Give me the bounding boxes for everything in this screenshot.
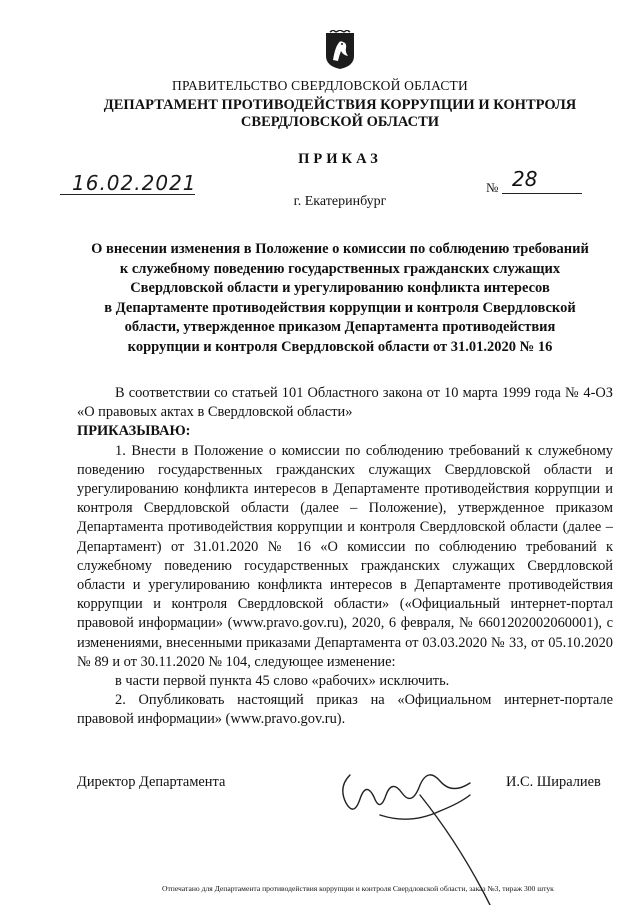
title-line: О внесении изменения в Положение о комиссии по соблюдению требований bbox=[91, 241, 589, 257]
signatory-position: Директор Департамента bbox=[77, 774, 226, 790]
government-name: ПРАВИТЕЛЬСТВО СВЕРДЛОВСКОЙ ОБЛАСТИ bbox=[172, 78, 468, 93]
department-name-line: ДЕПАРТАМЕНТ ПРОТИВОДЕЙСТВИЯ КОРРУПЦИИ И КОНТРОЛЯ bbox=[103, 97, 577, 113]
item-1-sub-paragraph: в части первой пункта 45 слово «рабочих» исключить. bbox=[115, 673, 450, 690]
item-1-paragraph: 1. Внести в Положение о комиссии по соблюдению требований к служебному поведению государственных гражданских служащих Свердловской области и урегулированию конфликта интересов в Департаменте противодействия коррупции и контроля Свердловской области (далее – Положение), утвержденное приказом Департамента противодействия коррупции и контроля Свердловской области (далее – Департамент) от 31.01.2020 № 16 «О комиссии по соблюдению требований к служебному поведению государственных гражданских служащих Свердловской области и урегулированию конфликта интересов в Департаменте противодействия коррупции и контроля Свердловской области» («Официальный интернет-портал правовой информации» (www.pravo.gov.ru), 2020, 6 февраля, № 6601202002060001), с изменениями, внесенными приказами Департамента от 03.03.2020 № 33, от 05.10.2020 № 89 и от 30.11.2020 № 104, следующее изменение: bbox=[77, 442, 613, 670]
city: г. Екатеринбург bbox=[293, 194, 387, 209]
order-date: 16.02.2021 bbox=[72, 171, 197, 195]
document-type: ПРИКАЗ bbox=[298, 151, 382, 167]
signatory-name: И.С. Ширалиев bbox=[506, 774, 601, 790]
title-line: коррупции и контроля Свердловской области от 31.01.2020 № 16 bbox=[127, 338, 553, 355]
coat-of-arms-icon bbox=[324, 30, 356, 70]
title-line: Свердловской области и урегулированию конфликта интересов bbox=[130, 280, 550, 296]
title-line: к служебному поведению государственных гражданских служащих bbox=[119, 260, 561, 277]
order-title bbox=[60, 240, 620, 357]
title-line: области, утвержденное приказом Департамента противодействия bbox=[124, 319, 556, 335]
department-name bbox=[60, 97, 620, 131]
preamble-paragraph: В соответствии со статьей 101 Областного закона от 10 марта 1999 года № 4-ОЗ «О правовых актах в Свердловской области» bbox=[77, 385, 613, 421]
print-footer: Отпечатано для Департамента противодействия коррупции и контроля Свердловской области, заказ №3, тираж 300 штук bbox=[162, 884, 554, 893]
item-2-paragraph: 2. Опубликовать настоящий приказ на «Официальном интернет-портале правовой информации» (www.pravo.gov.ru). bbox=[77, 692, 613, 728]
order-body bbox=[77, 384, 613, 730]
title-line: в Департаменте противодействия коррупции и контроля Свердловской bbox=[104, 299, 576, 316]
department-name-line: СВЕРДЛОВСКОЙ ОБЛАСТИ bbox=[240, 114, 440, 130]
number-label: № bbox=[486, 180, 499, 195]
order-number: 28 bbox=[512, 167, 538, 191]
handwritten-signature bbox=[320, 755, 520, 905]
order-word: ПРИКАЗЫВАЮ: bbox=[77, 423, 191, 440]
